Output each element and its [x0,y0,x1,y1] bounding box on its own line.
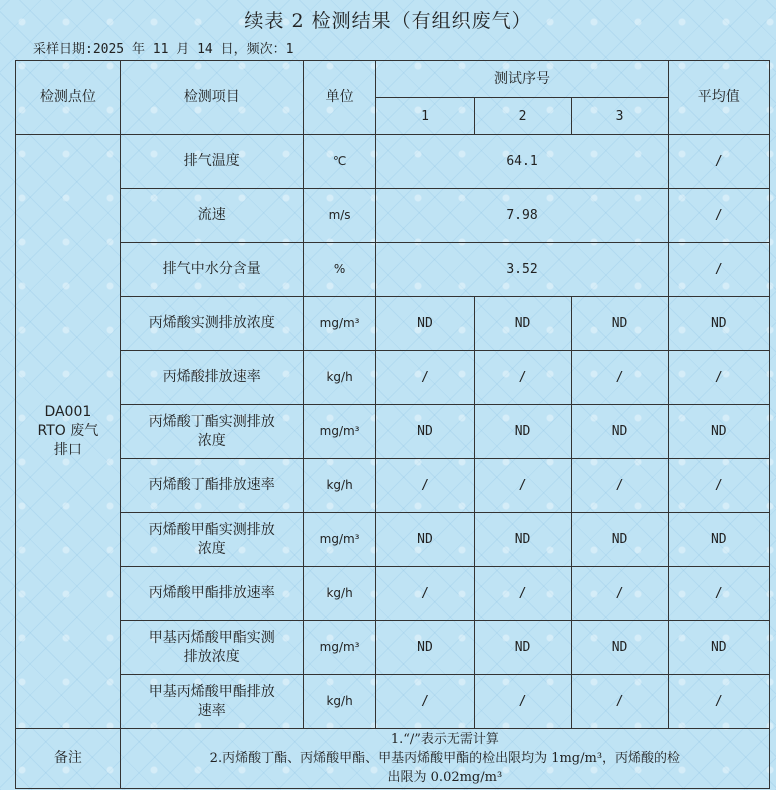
sampling-point [16,135,121,729]
header-unit: 单位 [303,61,376,135]
value-cell-1: ND [376,405,474,459]
value-cell-2: ND [474,621,571,675]
unit-cell: mg/m³ [303,297,376,351]
header-test-2: 2 [474,98,571,135]
item-line-1: 丙烯酸甲酯实测排放 [148,521,275,538]
average-cell: / [668,189,769,243]
item-cell [120,513,303,567]
item-line-1: 丙烯酸丁酯排放速率 [148,477,275,493]
average-cell: / [668,567,769,621]
results-table [15,60,770,789]
table-row [16,243,770,297]
item-line-1: 丙烯酸实测排放浓度 [148,315,275,331]
value-cell-2: / [474,675,571,729]
average-cell: ND [668,513,769,567]
item-line-2: 速率 [197,702,226,719]
average-cell: / [668,243,769,297]
item-cell [120,405,303,459]
value-cell-3: / [571,459,668,513]
value-cell-2: ND [474,297,571,351]
table-row [16,567,770,621]
value-cell-1: / [376,351,474,405]
table-row [16,621,770,675]
unit-cell: kg/h [303,567,376,621]
point-line-1: DA001 [44,404,92,420]
table-row [16,459,770,513]
note-line-3: 出限为 0.02mg/m³ [387,770,503,785]
average-cell: ND [668,621,769,675]
average-cell: / [668,459,769,513]
value-cell-2: ND [474,513,571,567]
header-test-3: 3 [571,98,668,135]
sampling-info: 采样日期:2025 年 11 月 14 日，频次：1 [33,42,294,57]
average-cell: / [668,675,769,729]
item-line-1: 丙烯酸排放速率 [162,369,261,385]
value-cell-1: ND [376,297,474,351]
header-average: 平均值 [668,61,769,135]
unit-cell: kg/h [303,459,376,513]
item-cell [120,189,303,243]
item-line-1: 甲基丙烯酸甲酯实测 [148,629,275,646]
value-cell-2: / [474,459,571,513]
note-line-2: 2.丙烯酸丁酯、丙烯酸甲酯、甲基丙烯酸甲酯的检出限均为 1mg/m³，丙烯酸的检 [209,751,681,766]
value-cell-1: ND [376,621,474,675]
header-point: 检测点位 [16,61,121,135]
item-line-1: 流速 [197,207,226,223]
item-cell [120,135,303,189]
item-line-2: 浓度 [197,540,226,557]
item-cell [120,243,303,297]
table-row [16,513,770,567]
unit-cell: kg/h [303,675,376,729]
item-line-2: 浓度 [197,432,226,449]
unit-cell: mg/m³ [303,405,376,459]
average-cell: ND [668,297,769,351]
item-line-1: 排气温度 [183,153,240,169]
table-row [16,351,770,405]
average-cell: / [668,351,769,405]
average-cell: / [668,135,769,189]
item-cell [120,459,303,513]
unit-cell: mg/m³ [303,513,376,567]
value-cell-1: / [376,675,474,729]
value-cell-2: / [474,351,571,405]
item-line-1: 排气中水分含量 [162,261,261,277]
unit-cell: ℃ [303,135,376,189]
item-line-1: 甲基丙烯酸甲酯排放 [148,683,275,700]
value-cell-3: ND [571,621,668,675]
value-cell-3: ND [571,513,668,567]
item-line-2: 排放浓度 [183,648,240,665]
notes-row [16,729,770,789]
item-cell [120,621,303,675]
merged-value-cell: 3.52 [376,243,668,297]
merged-value-cell: 64.1 [376,135,668,189]
item-cell [120,297,303,351]
table-row [16,405,770,459]
merged-value-cell: 7.98 [376,189,668,243]
unit-cell: m/s [303,189,376,243]
item-cell [120,567,303,621]
table-row [16,675,770,729]
header-test-1: 1 [376,98,474,135]
value-cell-2: / [474,567,571,621]
item-line-1: 丙烯酸丁酯实测排放 [148,413,275,430]
value-cell-2: ND [474,405,571,459]
point-line-3: 排口 [53,442,82,458]
note-line-1: 1.“/”表示无需计算 [390,732,499,747]
value-cell-3: / [571,567,668,621]
value-cell-3: / [571,351,668,405]
notes-label: 备注 [16,729,121,789]
value-cell-1: / [376,459,474,513]
value-cell-3: / [571,675,668,729]
value-cell-1: ND [376,513,474,567]
value-cell-3: ND [571,405,668,459]
header-test-no: 测试序号 [376,61,668,98]
notes-content [120,729,769,789]
item-line-1: 丙烯酸甲酯排放速率 [148,585,275,601]
item-cell [120,351,303,405]
average-cell: ND [668,405,769,459]
table-row [16,189,770,243]
item-cell [120,675,303,729]
document-title: 续表 2 检测结果（有组织废气） [244,10,532,32]
table-row [16,297,770,351]
unit-cell: kg/h [303,351,376,405]
value-cell-1: / [376,567,474,621]
unit-cell: % [303,243,376,297]
value-cell-3: ND [571,297,668,351]
header-item: 检测项目 [120,61,303,135]
unit-cell: mg/m³ [303,621,376,675]
point-line-2: RTO 废气 [37,423,99,439]
table-row [16,135,770,189]
